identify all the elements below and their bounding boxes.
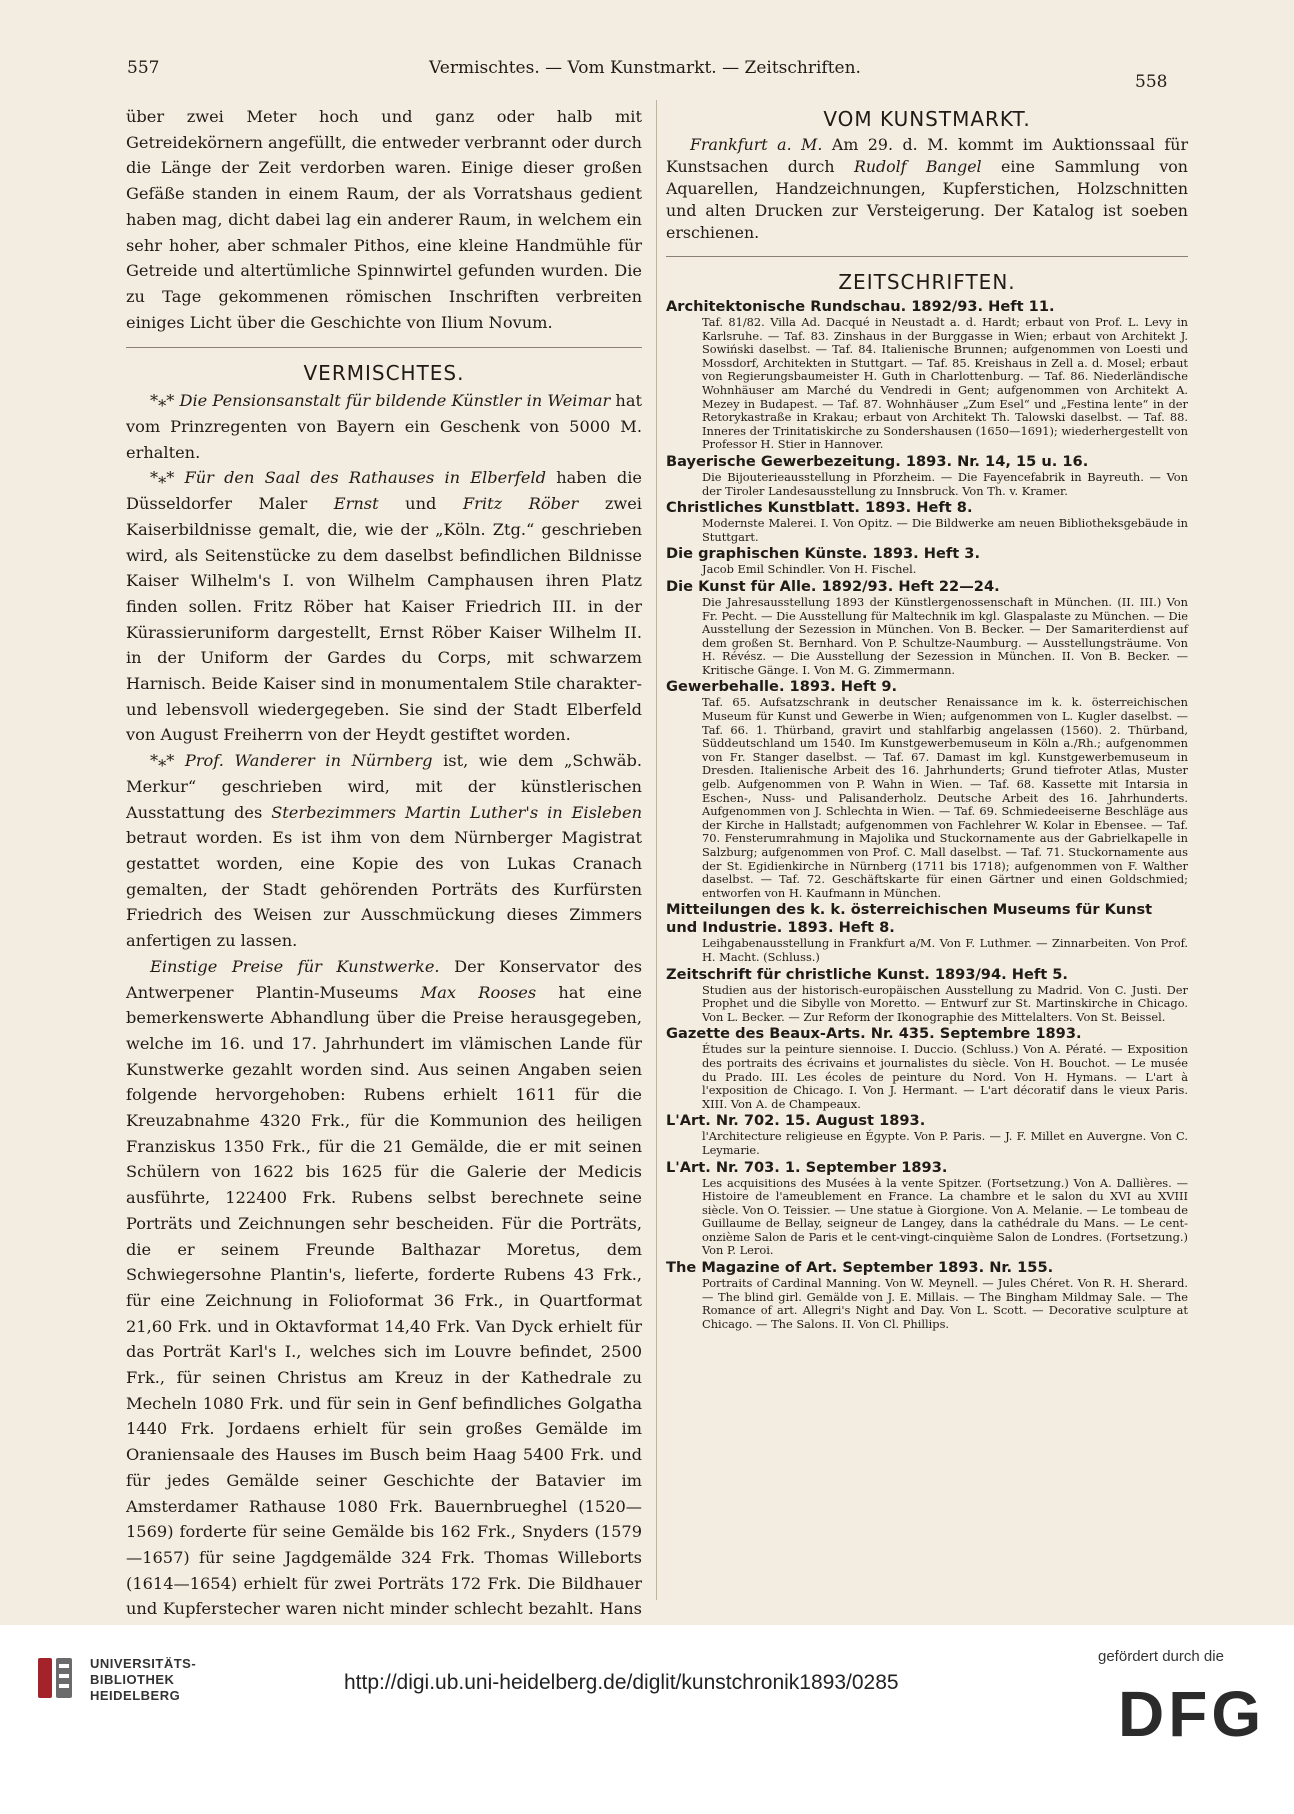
note-text: betraut worden. Es ist ihm von dem Nürnberger Magistrat gestattet worden, eine Kopie des von Lukas Cranach gemalten, der Stadt gehörenden Porträts des Kurfürsten Friedrich des Weisen zur Ausschmückung dieses Zimmers anfertigen zu lassen.: [126, 828, 642, 951]
library-name-line: UNIVERSITÄTS-: [90, 1656, 197, 1671]
zeitschriften-heading: ZEITSCHRIFTEN.: [838, 270, 1016, 294]
author-name: Max Rooses: [420, 982, 537, 1002]
note-text: eine Sammlung von Aquarellen, Handzeichnungen, Kupferstichen, Holzschnitten und alten Drucken zur Versteigerung. Der Katalog ist soeben erschienen.: [666, 157, 1188, 242]
journal-contents: Études sur la peinture siennoise. I. Duccio. (Schluss.) Von A. Pératé. — Exposition des portraits des écrivains et journalistes du siècle. Von H. Bouchot. — Le musée du Prado. III. Les écoles de peinture du Nord. Von H. Hymans. — L'art à l'exposition de Chicago. I. Von J. Hermant. — L'art décoratif dans le vieux Paris. XIII. Von A. de Champeaux.: [702, 1042, 1188, 1111]
note-title: Prof. Wanderer in Nürnberg: [184, 751, 433, 771]
permalink-url[interactable]: http://digi.ub.uni-heidelberg.de/diglit/kunstchronik1893/0285: [344, 1671, 899, 1694]
running-header: Vermischtes. — Vom Kunstmarkt. — Zeitschriften.: [429, 58, 861, 78]
page-number-right: 558: [1135, 72, 1168, 92]
note-title: Für den Saal des Rathauses in Elberfeld: [184, 468, 547, 488]
library-name-line: BIBLIOTHEK: [90, 1672, 175, 1687]
dfg-logo[interactable]: DFG: [1118, 1678, 1266, 1750]
journal-contents: Jacob Emil Schindler. Von H. Fischel.: [702, 562, 917, 577]
journal-contents: Leihgabenausstellung in Frankfurt a/M. Von F. Luthmer. — Zinnarbeiten. Von Prof. H. Macht. (Schluss.): [702, 936, 1188, 964]
funding-note: gefördert durch die: [1098, 1648, 1224, 1665]
column-divider: [656, 100, 657, 1600]
journal-contents: Portraits of Cardinal Manning. Von W. Meynell. — Jules Chéret. Von R. H. Sherard. — The blind girl. Gemälde von J. E. Millais. — The Bingham Mildmay Sale. — The Romance of art. Allegri's Night and Day. Von L. Scott. — Decorative sculpture at Chicago. — The Salons. II. Von Cl. Phillips.: [702, 1276, 1188, 1331]
note-pensionsanstalt: [126, 388, 642, 465]
journal-title: Zeitschrift für christliche Kunst. 1893/94. Heft 5.: [666, 965, 1068, 983]
note-text: zwei Kaiserbildnisse gemalt, die, wie der „Köln. Ztg.“ geschrieben wird, als Seitenstücke zu dem daselbst befindlichen Bildnisse Kaiser Wilhelm's I. von Wilhelm Camphausen ihren Platz finden sollen. Fritz Röber hat Kaiser Friedrich III. in der Kürassieruniform dargestellt, Ernst Röber Kaiser Wilhelm II. in der Uniform der Gardes du Corps, mit schwarzem Harnisch. Beide Kaiser sind in monumentalem Stile charakter- und lebensvoll wiedergegeben. Sie sind der Stadt Elberfeld von August Freiherrn von der Heydt gestiftet worden.: [126, 494, 642, 745]
journal-title: The Magazine of Art. September 1893. Nr. 155.: [666, 1259, 1054, 1277]
note-text: hat vom Prinzregenten von Bayern ein Geschenk von 5000 M. erhalten.: [126, 391, 643, 462]
university-library-logo[interactable]: [36, 1652, 197, 1718]
library-name: [90, 1656, 196, 1704]
page-number-left: 557: [127, 58, 160, 78]
painter-name: Fritz Röber: [462, 494, 579, 514]
section-rule: [666, 256, 1188, 257]
journal-title: Christliches Kunstblatt. 1893. Heft 8.: [666, 499, 973, 517]
journal-title: L'Art. Nr. 703. 1. September 1893.: [666, 1158, 948, 1176]
journal-contents: Les acquisitions des Musées à la vente Spitzer. (Fortsetzung.) Von A. Dallières. — Histoire de l'ameublement en France. La chambre et le salon du XVI au XVIII siècle. Von O. Teissier. — Une statue à Giorgione. Von A. Melanie. — Le tombeau de Guillaume de Bellay, seigneur de Langey, dans la cathédrale du Mans. — Le cent-onzième Salon de Paris et le cent-vingt-cinquième Salon de Londres. (Fortsetzung.) Von P. Leroi.: [702, 1175, 1188, 1258]
journal-contents: Die Jahresausstellung 1893 der Künstlergenossenschaft in München. (II. III.) Von Fr. Pecht. — Die Ausstellung für Maltechnik im kgl. Glaspalaste zu München. — Die Ausstellung der Sezession in München. Von B. Becker. — Der Samariterdienst auf dem großen St. Bernhard. Von P. Schultze-Naumburg. — Ausstellungsträume. Von H. Révész. — Die Ausstellung der Sezession in München. II. Von B. Becker. — Kritische Gänge. I. Von M. G. Zimmermann.: [702, 594, 1188, 677]
vermischtes-heading: VERMISCHTES.: [303, 361, 465, 386]
asterism-icon: *⁎*: [150, 751, 175, 771]
journal-contents: Taf. 65. Aufsatzschrank in deutscher Renaissance im k. k. österreichischen Museum für Kunst und Gewerbe in Wien; aufgenommen von L. Kugler daselbst. — Taf. 66. 1. Thürband, gravirt und stahlfarbig angelassen (1560). 2. Thürband, Süddeutschland um 1540. Im Kunstgewerbemuseum in Köln a./Rh.; aufgenommen von Fr. Stanger daselbst. — Taf. 67. Damast im kgl. Kunstgewerbemuseum in Dresden. Italienische Arbeit des 16. Jahrhunderts; Grund tiefroter Atlas, Muster gelb. Aufgenommen von P. Wahn in Wien. — Taf. 68. Kassette mit Intarsia in Eschen-, Nuss- und Palisanderholz. Deutsche Arbeit des 16. Jahrhunderts. Aufgenommen von J. Schlechta in Wien. — Taf. 69. Schmiedeeiserne Beschläge aus der Kirche in Hallstadt; aufgenommen von Fachlehrer W. Kolar in Ebensee. — Taf. 70. Fensterumrahmung in Majolika und Stuckornamente aus der Gabrielkapelle in Salzburg; aufgenommen von Prof. C. Mall daselbst. — Taf. 71. Stuckornamente aus der St. Egidienkirche in Nürnberg (1711 bis 1718); aufgenommen von F. Walther daselbst. — Taf. 72. Geschäftskarte für einen Gärtner und einen Goldschmied; entworfen von H. Kaufmann in München.: [702, 695, 1188, 900]
journal-title: Bayerische Gewerbezeitung. 1893. Nr. 14, 15 u. 16.: [666, 452, 1089, 470]
note-wanderer: [126, 748, 642, 954]
journal-contents: Studien aus der historisch-europäischen Ausstellung zu Madrid. Von C. Justi. Der Prophet und die Sibylle von Moretto. — Entwurf zur St. Martinskirche in Chicago. Von L. Becker. — Zur Reform der Ikonographie des Mittelalters. Von St. Beissel.: [702, 982, 1188, 1024]
left-column: [126, 104, 642, 1625]
note-text: haben die Düsseldorfer Maler: [126, 468, 642, 514]
note-elberfeld: [126, 465, 642, 748]
journal-title: Architektonische Rundschau. 1892/93. Heft 11.: [666, 298, 1055, 315]
place-name: Frankfurt a. M.: [690, 135, 823, 154]
library-seal-icon: [36, 1654, 76, 1704]
journal-contents: Die Bijouterieausstellung in Pforzheim. — Die Fayencefabrik in Bayreuth. — Von der Tiroler Landesausstellung zu Innsbruck. Von Th. v. Kramer.: [702, 469, 1188, 498]
note-text: hat eine bemerkenswerte Abhandlung über die Preise herausgegeben, welche im 16. und 17. Jahrhundert im vlämischen Lande für Kunstwerke gezahlt worden sind. Aus seinen Angaben seien folgende hervorgehoben: Rubens erhielt 1611 für die Kreuzabnahme 4320 Frk., für die Kommunion des heiligen Franziskus 1350 Frk., für die 21 Gemälde, die er mit seinen Schülern von 1622 bis 1625 für die Galerie der Medicis ausführte, 122400 Frk. Rubens selbst berechnete seine Porträts und Zeichnungen sehr bescheiden. Für die Porträts, die er seinem Freunde Balthazar Moretus, dem Schwiegersohne Plantin's, lieferte, forderte Rubens 43 Frk., für eine Zeichnung in Folioformat 36 Frk., in Quartformat 21,60 Frk. und in Oktavformat 14,40 Frk. Van Dyck erhielt für das Porträt Karl's I., welches sich im Louvre befindet, 2500 Frk., für seinen Christus am Kreuz in der Kathedrale zu Mecheln 1080 Frk. und für sein in Genf befindliches Golgatha 1440 Frk. Jordaens erhielt für sein großes Gemälde im Oraniensaale des Hauses im Busch beim Haag 5400 Frk. und für jedes Gemälde seiner Geschichte der Batavier im Amsterdamer Rathause 1080 Frk. Bauernbrueghel (1520—1569) forderte für seine Gemälde bis 162 Frk., Snyders (1579—1657) für seine Jagdgemälde 324 Frk. Thomas Willeborts (1614—1654) erhielt für zwei Porträts 172 Frk. Die Bildhauer und Kupferstecher waren nicht minder schlecht bezahlt. Hans: [126, 982, 642, 1619]
asterism-icon: *⁎*: [150, 391, 175, 411]
note-text: ist, wie dem „Schwäb. Merkur“ geschrieben wird, mit der künstlerischen Ausstattung des: [126, 751, 642, 822]
journal-contents: l'Architecture religieuse en Égypte. Von P. Paris. — J. F. Millet en Auvergne. Von C. Leymarie.: [702, 1129, 1188, 1157]
kunstmarkt-heading: VOM KUNSTMARKT.: [823, 107, 1031, 131]
journal-title: Die graphischen Künste. 1893. Heft 3.: [666, 545, 980, 563]
note-title: Einstige Preise für Kunstwerke.: [150, 956, 440, 976]
library-name-line: HEIDELBERG: [90, 1688, 181, 1703]
journal-contents: Modernste Malerei. I. Von Opitz. — Die Bildwerke am neuen Bibliotheksgebäude in Stuttgart.: [702, 516, 1188, 544]
journal-contents: Taf. 81/82. Villa Ad. Dacqué in Neustadt a. d. Hardt; erbaut von Prof. L. Levy in Karlsruhe. — Taf. 83. Zinshaus in der Burggasse in Wien; erbaut von Architekt J. Sowiński daselbst. — Taf. 84. Italienische Brunnen; aufgenommen von Loesti und Mossdorf, Architekten in Stuttgart. — Taf. 85. Kreishaus in Zell a. d. Mosel; erbaut von Regierungsbaumeister H. Guth in Charlottenburg. — Taf. 86. Niederländische Wohnhäuser am Marché du Vendredi in Gent; aufgenommen von Architekt A. Mezey in Budapest. — Taf. 87. Wohnhäuser „Zum Esel“ und „Festina lente“ in der Retorykastraße in Krakau; erbaut von Architekt Th. Talowski daselbst. — Taf. 88. Inneres der Trinitatiskirche zu Sondershausen (1650—1691); wiederhergestellt von Professor H. Stier in Hannover.: [702, 315, 1188, 452]
painter-name: Ernst: [333, 494, 379, 514]
kunstmarkt-paragraph: [666, 134, 1188, 244]
journal-title: Mitteilungen des k. k. österreichischen Museums für Kunst und Industrie. 1893. Heft 8.: [666, 901, 1153, 937]
journal-list: [666, 298, 1188, 1331]
note-text: Am 29. d. M. kommt im Auktionssaal für Kunstsachen durch: [666, 135, 1188, 176]
note-preise: [126, 954, 642, 1625]
asterism-icon: *⁎*: [150, 468, 175, 488]
note-title: Die Pensionsanstalt für bildende Künstler in Weimar: [179, 391, 611, 411]
section-rule: [126, 347, 642, 348]
journal-title: Gazette des Beaux-Arts. Nr. 435. Septembre 1893.: [666, 1025, 1082, 1043]
firm-name: Rudolf Bangel: [853, 157, 982, 176]
note-text: und: [405, 494, 437, 514]
room-name: Sterbezimmers Martin Luther's in Eisleben: [271, 802, 643, 822]
journal-title: Die Kunst für Alle. 1892/93. Heft 22—24.: [666, 577, 1000, 595]
journal-title: Gewerbehalle. 1893. Heft 9.: [666, 678, 898, 696]
right-column: [666, 104, 1188, 1331]
note-text: Der Konservator des Antwerpener Plantin-Museums: [126, 956, 642, 1002]
intro-paragraph: über zwei Meter hoch und ganz oder halb mit Getreidekörnern angefüllt, die entweder verbrannt oder durch die Länge der Zeit verdorben waren. Einige dieser großen Gefäße standen in einem Raum, der als Vorratshaus gedient haben mag, dicht dabei lag ein anderer Raum, in welchem ein sehr hoher, aber schmaler Pithos, eine kleine Handmühle für Getreide und altertümliche Spinnwirtel gefunden wurden. Die zu Tage gekommenen römischen Inschriften verbreiten einiges Licht über die Geschichte von Ilium Novum.: [126, 107, 642, 332]
journal-title: L'Art. Nr. 702. 15. August 1893.: [666, 1112, 926, 1130]
